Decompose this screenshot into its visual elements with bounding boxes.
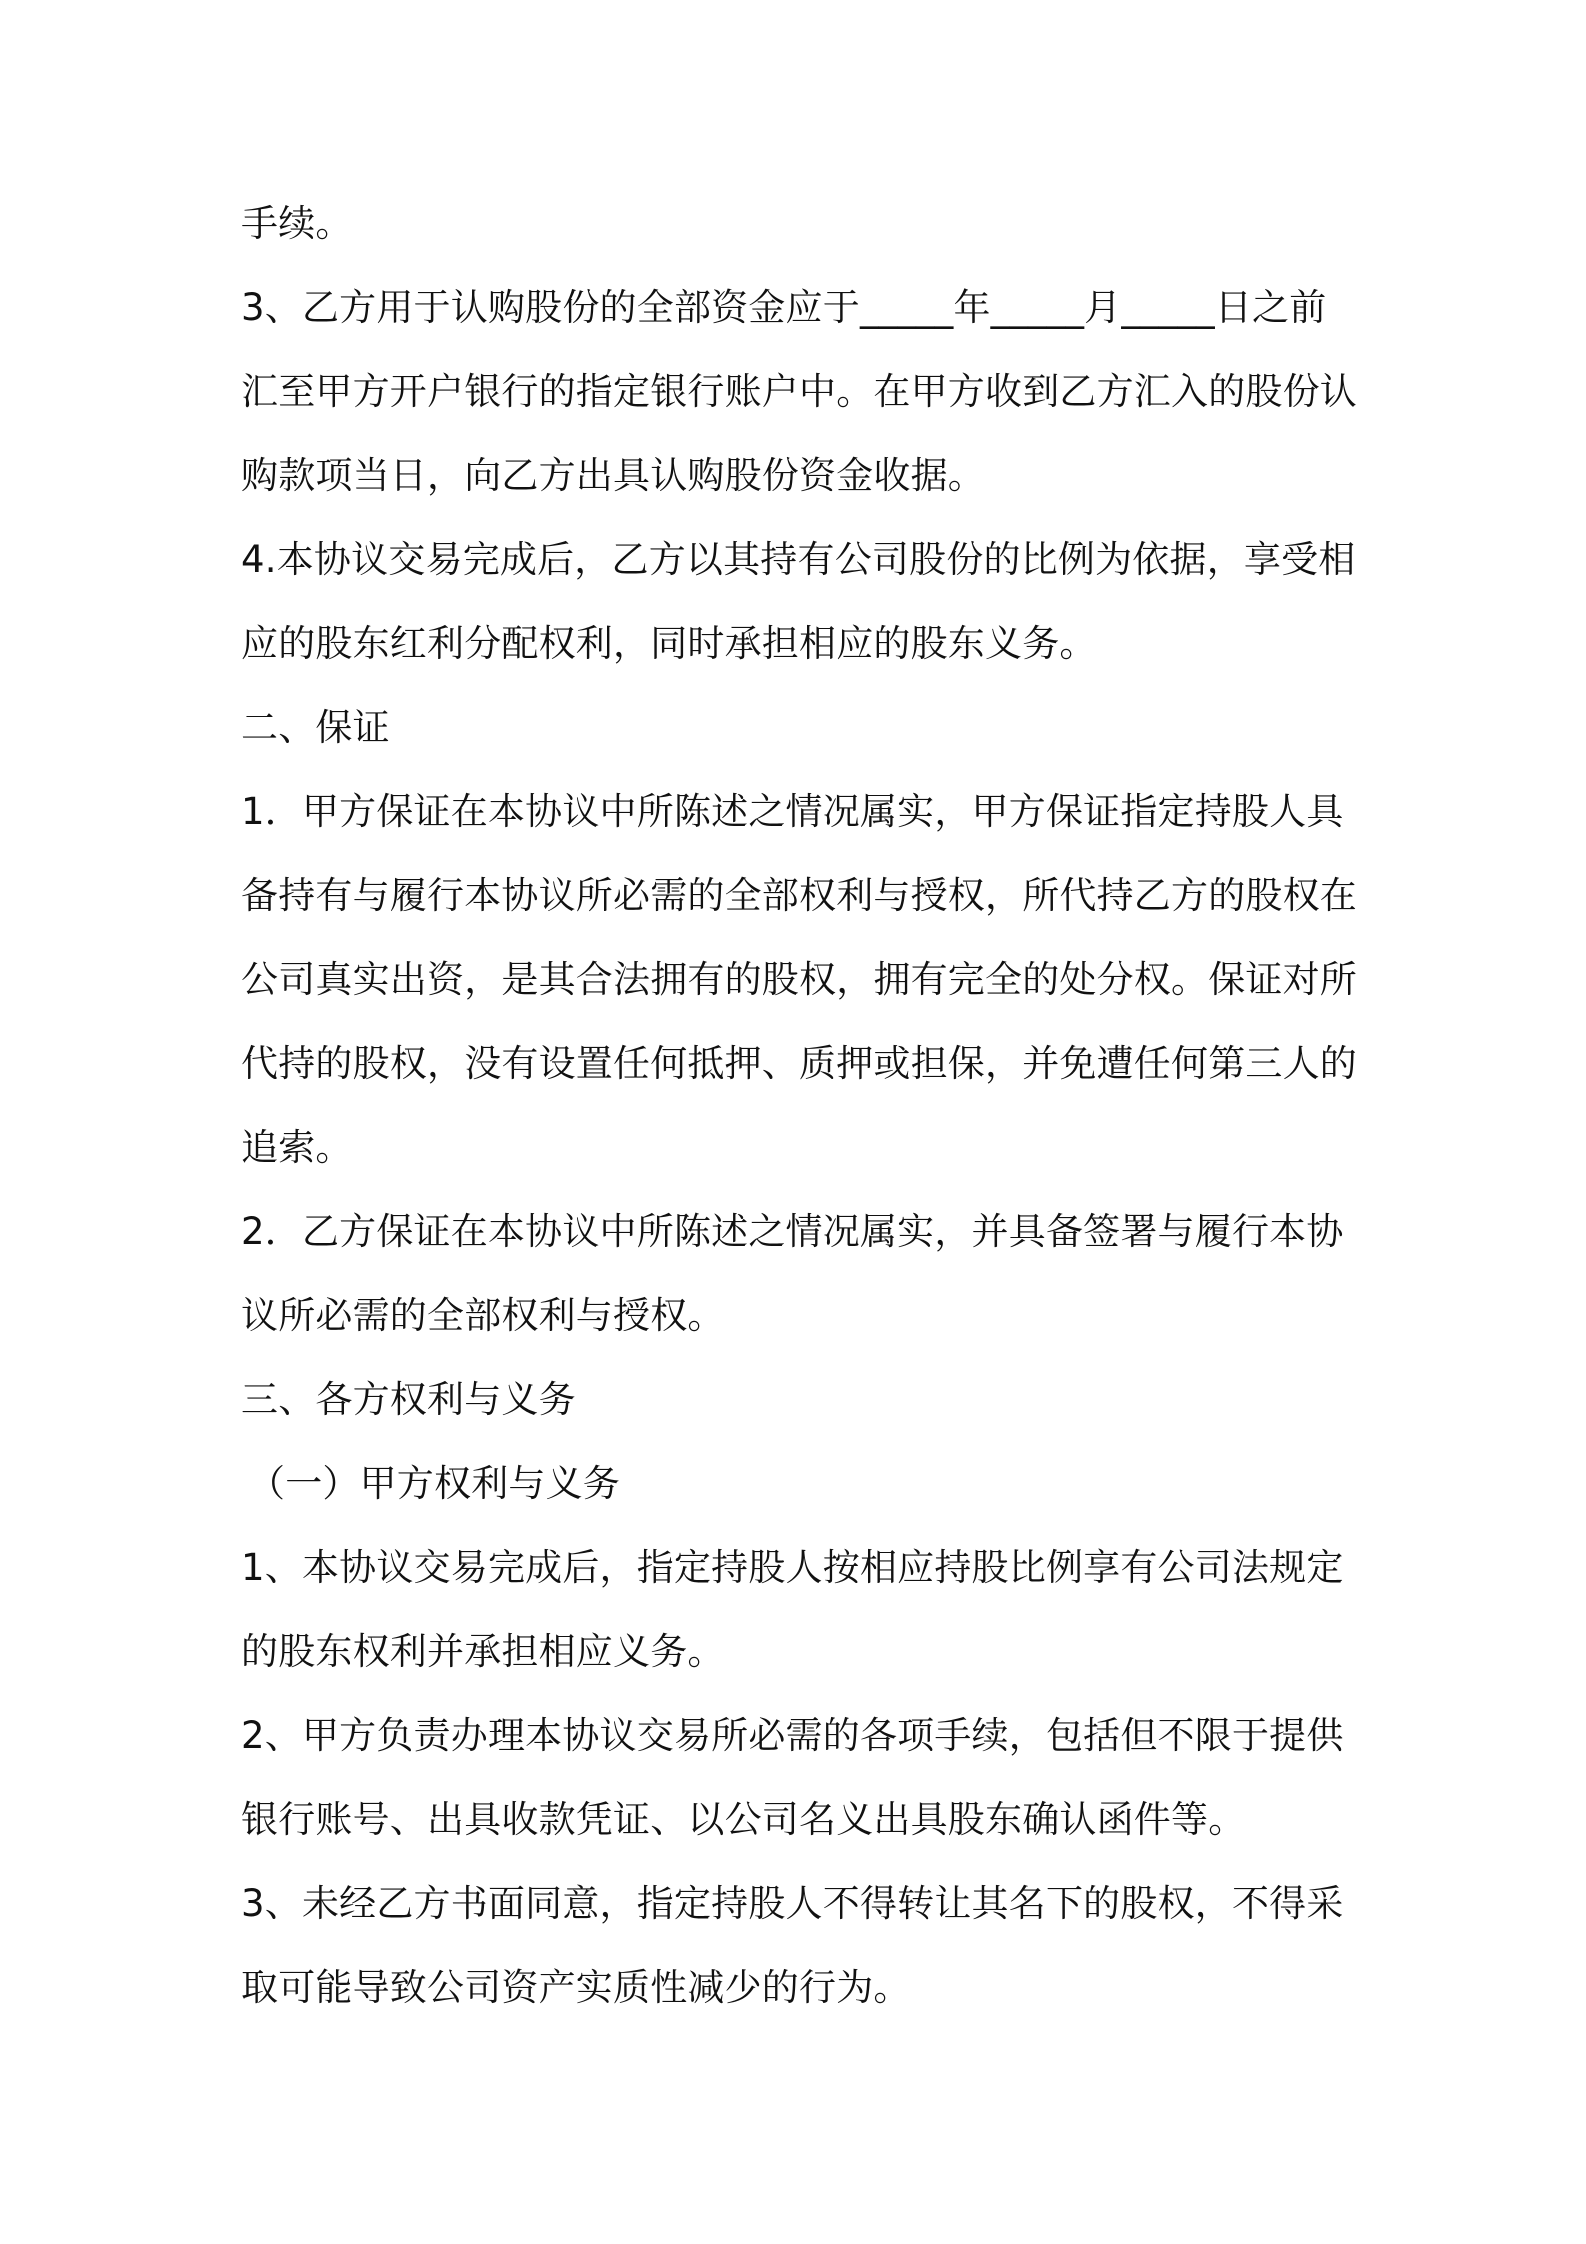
text-line: 取可能导致公司资产实质性减少的行为。 [241,1966,911,2009]
text-line: 1、本协议交易完成后，指定持股人按相应持股比例享有公司法规定 [241,1546,1344,1589]
text-line: 议所必需的全部权利与授权。 [241,1294,725,1337]
text-line: 公司真实出资，是其合法拥有的股权，拥有完全的处分权。保证对所 [241,958,1357,1001]
text-line: 购款项当日，向乙方出具认购股份资金收据。 [241,454,985,497]
text-line: 汇至甲方开户银行的指定银行账户中。在甲方收到乙方汇入的股份认 [241,370,1357,413]
text-line: 追索。 [241,1126,353,1169]
text-line: 应的股东红利分配权利，同时承担相应的股东义务。 [241,622,1097,665]
text-line: 3、未经乙方书面同意，指定持股人不得转让其名下的股权，不得采 [241,1882,1344,1925]
text-line: 2、甲方负责办理本协议交易所必需的各项手续，包括但不限于提供 [241,1714,1344,1757]
text-line: 的股东权利并承担相应义务。 [241,1630,725,1673]
text-line: 1．甲方保证在本协议中所陈述之情况属实，甲方保证指定持股人具 [241,790,1344,833]
section-heading: 三、各方权利与义务 [241,1378,576,1421]
text-line: 银行账号、出具收款凭证、以公司名义出具股东确认函件等。 [241,1798,1246,1841]
text-line: 3、乙方用于认购股份的全部资金应于_____年_____月_____日之前 [241,286,1327,329]
text-line: 4.本协议交易完成后，乙方以其持有公司股份的比例为依据，享受相 [241,538,1356,581]
section-heading: 二、保证 [241,706,390,749]
text-line: 代持的股权，没有设置任何抵押、质押或担保，并免遭任何第三人的 [241,1042,1357,1085]
text-line: 备持有与履行本协议所必需的全部权利与授权，所代持乙方的股权在 [241,874,1357,917]
text-line: 手续。 [241,202,353,245]
subsection-heading: （一）甲方权利与义务 [248,1462,620,1505]
text-line: 2．乙方保证在本协议中所陈述之情况属实，并具备签署与履行本协 [241,1210,1344,1253]
